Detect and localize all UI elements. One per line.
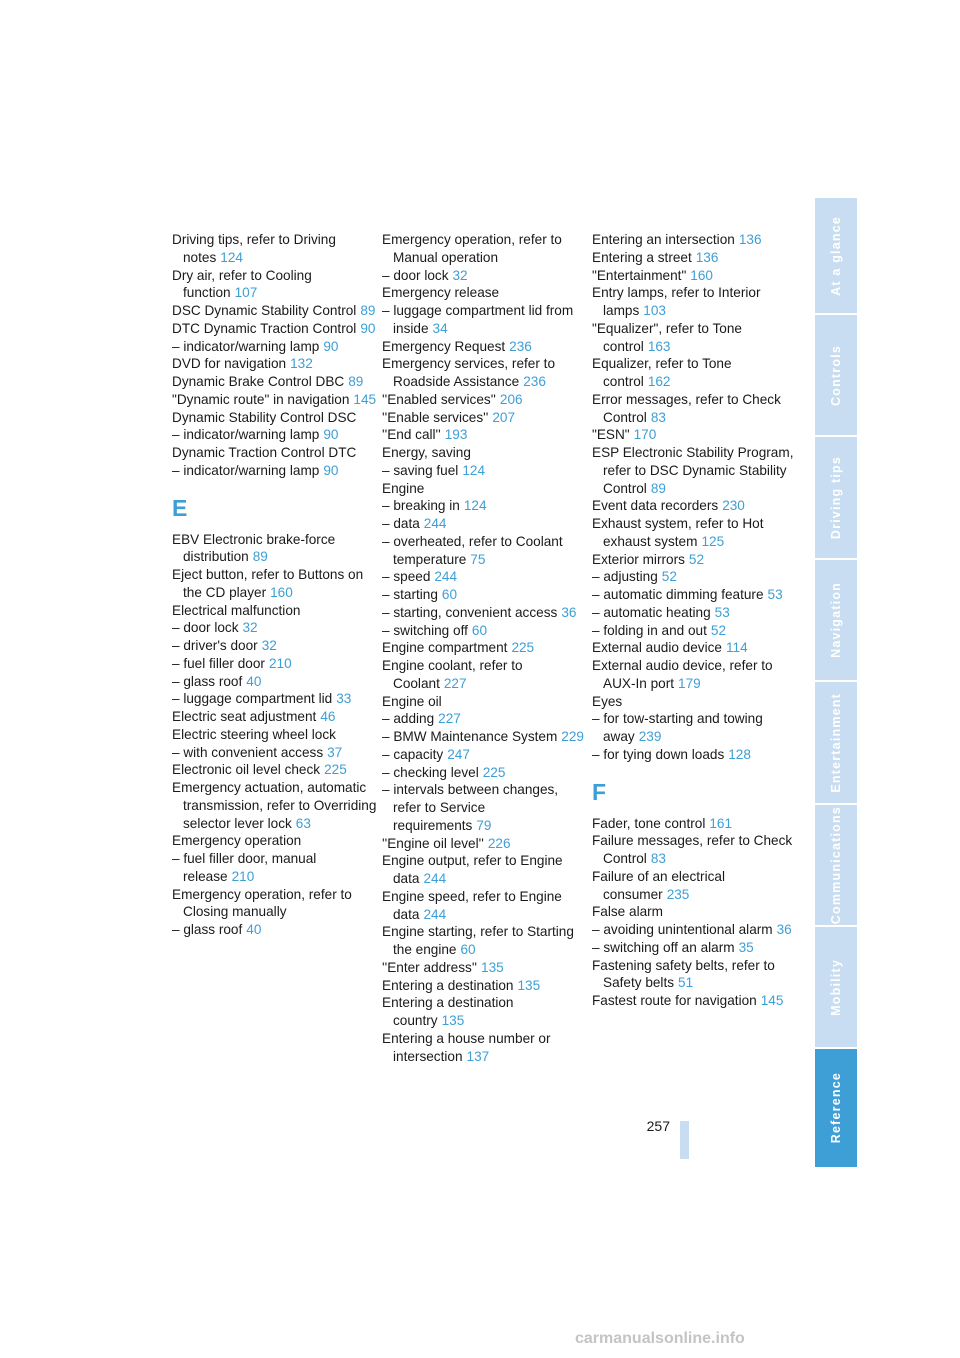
index-entry-text: – door lock — [172, 620, 239, 636]
index-entry-text: Electrical malfunction — [172, 602, 301, 618]
page-reference-link[interactable]: 40 — [246, 922, 262, 937]
index-entry-text: Emergency release — [382, 285, 500, 301]
page-reference-link[interactable]: 230 — [722, 498, 745, 514]
index-entry-text: – driver's door — [172, 638, 258, 653]
index-entry-text: – starting, convenient access — [382, 604, 558, 620]
page-reference-link[interactable]: 161 — [709, 815, 733, 831]
page-reference-link[interactable]: 225 — [482, 764, 506, 780]
index-entry — [592, 444, 797, 497]
page-reference-link[interactable]: 135 — [481, 959, 504, 975]
index-entry — [592, 992, 797, 1010]
page-reference-link[interactable]: 179 — [678, 675, 701, 691]
index-entry — [172, 391, 377, 409]
section-tabs — [815, 198, 857, 1169]
index-entry-text: – fuel filler door, manual release — [172, 851, 317, 884]
page-reference-link[interactable]: 60 — [441, 587, 458, 602]
index-entry — [172, 886, 377, 922]
index-entry-text: Entry lamps, refer to Interior lamps — [592, 285, 761, 318]
section-tab-at-a-glance[interactable] — [815, 198, 857, 313]
page-reference-link[interactable]: 210 — [268, 655, 292, 671]
index-entry-text: Entering a destination — [382, 977, 514, 993]
index-entry-text: Emergency services, refer to Roadside Assistance — [382, 356, 556, 389]
index-entry-text: – luggage compartment lid from inside — [382, 303, 574, 336]
page-reference-link[interactable]: 162 — [647, 374, 671, 389]
index-entry-text: – automatic heating — [592, 604, 711, 620]
index-entry — [592, 693, 797, 711]
index-entry-text: Engine compartment — [382, 640, 508, 656]
index-entry — [172, 619, 377, 637]
page-reference-link[interactable]: 35 — [738, 939, 754, 955]
index-entry — [382, 1030, 587, 1066]
index-entry — [382, 977, 587, 995]
page-reference-link[interactable]: 206 — [499, 391, 523, 407]
index-entry — [172, 531, 377, 567]
index-entry — [172, 302, 377, 320]
index-entry — [172, 409, 377, 427]
page-reference-link[interactable]: 90 — [360, 320, 376, 336]
index-entry-text: ESP Electronic Stability Program, refer to DSC Dynamic Stability Control — [592, 445, 794, 496]
page-reference-link[interactable]: 36 — [561, 604, 577, 620]
index-entry — [172, 444, 377, 462]
page-reference-link[interactable]: 136 — [695, 249, 719, 265]
index-entry-text: ''Enter address'' — [382, 959, 478, 975]
index-entry — [592, 426, 797, 444]
index-entry-text: – breaking in — [382, 498, 460, 514]
index-entry — [382, 302, 587, 338]
page-number-bar — [680, 1121, 689, 1159]
index-entry-text: Engine starting, refer to Starting the engine — [382, 924, 574, 957]
index-entry — [172, 355, 377, 373]
page-reference-link[interactable]: 51 — [678, 975, 694, 991]
index-entry — [592, 957, 797, 993]
index-entry-text: – switching off — [382, 622, 468, 638]
index-entry-text: "ESN" — [592, 427, 630, 443]
index-entry — [172, 231, 377, 267]
index-entry — [382, 480, 587, 498]
section-tab-label: Entertainment — [829, 692, 843, 793]
page-reference-link[interactable]: 36 — [776, 922, 792, 937]
index-entry-text: – with convenient access — [172, 744, 324, 760]
index-entry-text: Emergency operation, refer to Manual operation — [382, 232, 562, 265]
page-reference-link[interactable]: 124 — [462, 462, 486, 478]
page-reference-link[interactable]: 207 — [492, 409, 516, 425]
page-reference-link[interactable]: 226 — [487, 835, 511, 851]
index-entry-text: – intervals between changes, refer to Service requirements — [382, 782, 559, 833]
index-entry-text: – saving fuel — [382, 462, 459, 478]
index-entry — [382, 888, 587, 924]
index-entry-text: – door lock — [382, 267, 449, 283]
index-entry-text: – avoiding unintentional alarm — [592, 922, 773, 937]
index-entry — [382, 852, 587, 888]
index-entry-text: – indicator/warning lamp — [172, 338, 320, 354]
index-entry-text: – fuel filler door — [172, 655, 265, 671]
page-reference-link[interactable]: 90 — [323, 338, 339, 354]
index-entry-text: Entering a street — [592, 249, 692, 265]
index-entry — [172, 566, 377, 602]
index-entry — [382, 835, 587, 853]
index-entry-text: Dynamic Brake Control DBC — [172, 374, 345, 389]
index-entry-text: Dry air, refer to Cooling function — [172, 267, 312, 301]
index-entry — [592, 568, 797, 586]
index-entry-text: – speed — [382, 569, 431, 585]
page-reference-link[interactable]: 244 — [423, 516, 447, 531]
index-entry-text: – for tying down loads — [592, 746, 725, 762]
index-entry — [382, 515, 587, 533]
index-entry — [382, 781, 587, 834]
index-entry-text: Driving tips, refer to Driving notes — [172, 232, 336, 265]
page-reference-link[interactable]: 89 — [252, 549, 268, 565]
page-reference-link[interactable]: 75 — [470, 551, 486, 567]
index-entry-text: Engine speed, refer to Engine data — [382, 888, 562, 922]
index-entry-text: Engine output, refer to Engine data — [382, 853, 563, 886]
index-entry — [172, 338, 377, 356]
page-reference-link[interactable]: 236 — [523, 374, 546, 389]
section-tab-label: Navigation — [829, 582, 843, 658]
page-reference-link[interactable]: 239 — [638, 729, 662, 744]
index-entry — [382, 586, 587, 604]
page-reference-link[interactable]: 90 — [323, 427, 339, 443]
watermark: carmanualsonline.info — [575, 1330, 745, 1347]
page-reference-link[interactable]: 114 — [725, 640, 748, 656]
index-entry-text: Error messages, refer to Check Control — [592, 391, 781, 425]
page-reference-link[interactable]: 236 — [509, 338, 532, 354]
index-entry — [592, 746, 797, 764]
page-reference-link[interactable]: 145 — [353, 391, 377, 407]
page-reference-link[interactable]: 53 — [714, 604, 730, 620]
page-reference-link[interactable]: 33 — [336, 691, 352, 707]
page-reference-link[interactable]: 89 — [360, 303, 376, 318]
index-entry-text: – adding — [382, 711, 435, 727]
page-reference-link[interactable]: 244 — [423, 906, 447, 922]
index-entry-text: Entering a destination country — [382, 995, 514, 1028]
page-reference-link[interactable]: 83 — [650, 851, 666, 866]
index-entry — [172, 637, 377, 655]
index-entry — [172, 602, 377, 620]
page-reference-link[interactable]: 136 — [738, 232, 762, 247]
index-entry — [592, 391, 797, 427]
index-entry-text: – for tow-starting and towing away — [592, 711, 763, 744]
page-reference-link[interactable]: 79 — [476, 817, 492, 833]
page-reference-link[interactable]: 137 — [466, 1048, 490, 1064]
index-entry — [592, 710, 797, 746]
index-entry-text: "Entertainment" — [592, 267, 687, 283]
index-entry-text: – glass roof — [172, 922, 243, 937]
index-entry-text: – indicator/warning lamp — [172, 427, 320, 443]
page-reference-link[interactable]: 52 — [710, 622, 727, 638]
index-entry-text: Fastening safety belts, refer to Safety belts — [592, 957, 775, 991]
index-entry-text: Entering an intersection — [592, 232, 735, 247]
index-entry-text: Exhaust system, refer to Hot exhaust system — [592, 516, 764, 549]
page-reference-link[interactable]: 32 — [261, 638, 277, 653]
index-column-2 — [382, 231, 587, 1065]
index-entry-text: – data — [382, 516, 420, 531]
index-entry — [172, 761, 377, 779]
section-tab-label: Controls — [829, 344, 843, 406]
index-entry — [382, 639, 587, 657]
index-entry-text: Exterior mirrors — [592, 551, 685, 567]
index-entry — [382, 267, 587, 285]
index-entry — [382, 444, 587, 462]
index-entry-text: – luggage compartment lid — [172, 691, 333, 707]
index-entry-text: – glass roof — [172, 673, 243, 689]
index-entry-text: Entering a house number or intersection — [382, 1030, 551, 1064]
index-entry — [382, 533, 587, 569]
index-entry-text: – indicator/warning lamp — [172, 462, 320, 478]
page-reference-link[interactable]: 235 — [666, 886, 690, 902]
index-entry-text: Energy, saving — [382, 445, 471, 460]
index-entry-text: DVD for navigation — [172, 356, 287, 372]
index-entry — [172, 779, 377, 832]
section-tab-label: Communications — [829, 805, 843, 925]
index-entry-text: – BMW Maintenance System — [382, 729, 558, 744]
index-entry-text: ''Enabled services'' — [382, 391, 496, 407]
index-entry-text: Equalizer, refer to Tone control — [592, 356, 732, 389]
index-entry-text: ''End call'' — [382, 427, 441, 443]
index-entry — [382, 231, 587, 267]
index-entry — [592, 622, 797, 640]
page-reference-link[interactable]: 210 — [231, 868, 255, 884]
page-reference-link[interactable]: 89 — [348, 374, 364, 389]
page-reference-link[interactable]: 135 — [441, 1013, 465, 1028]
index-entry — [382, 497, 587, 515]
page-reference-link[interactable]: 60 — [460, 942, 476, 957]
index-entry-text: Electric seat adjustment — [172, 709, 317, 724]
index-entry — [172, 744, 377, 762]
section-tab-entertainment[interactable] — [815, 682, 857, 803]
index-entry — [172, 832, 377, 850]
index-entry-text: External audio device — [592, 640, 722, 656]
index-entry — [592, 921, 797, 939]
index-entry-text: – automatic dimming feature — [592, 587, 764, 602]
index-entry-text: Emergency operation, refer to Closing manually — [172, 886, 352, 920]
index-entry — [592, 355, 797, 391]
section-tab-controls[interactable] — [815, 315, 857, 435]
index-entry-text: "Dynamic route" in navigation — [172, 391, 350, 407]
index-entry-text: EBV Electronic brake-force distribution — [172, 531, 336, 565]
index-entry — [592, 903, 797, 921]
index-entry — [382, 462, 587, 480]
index-entry — [592, 868, 797, 904]
index-entry — [172, 673, 377, 691]
page-reference-link[interactable]: 52 — [688, 551, 705, 567]
page-reference-link[interactable]: 160 — [270, 584, 293, 600]
index-entry — [172, 655, 377, 673]
index-entry — [382, 693, 587, 711]
index-entry-text: Electronic oil level check — [172, 762, 321, 778]
page-reference-link[interactable]: 145 — [760, 993, 784, 1008]
index-entry — [382, 710, 587, 728]
page-reference-link[interactable]: 103 — [643, 303, 666, 318]
index-entry-text: Dynamic Traction Control DTC — [172, 445, 357, 460]
index-entry — [382, 622, 587, 640]
page-reference-link[interactable]: 125 — [701, 533, 725, 549]
index-entry — [382, 426, 587, 444]
index-entry-text: – starting — [382, 587, 438, 602]
index-entry-text: Failure messages, refer to Check Control — [592, 833, 793, 866]
index-entry — [172, 267, 377, 303]
index-entry — [382, 355, 587, 391]
page-reference-link[interactable]: 53 — [767, 587, 783, 602]
index-entry — [172, 426, 377, 444]
index-entry — [592, 815, 797, 833]
index-entry — [592, 832, 797, 868]
section-tab-label: At a glance — [829, 215, 843, 296]
index-entry — [382, 959, 587, 977]
index-entry — [172, 708, 377, 726]
index-entry-text: ''Engine oil level'' — [382, 835, 484, 851]
index-column-3 — [592, 231, 797, 1010]
index-entry — [382, 568, 587, 586]
index-entry — [592, 586, 797, 604]
page-reference-link[interactable]: 244 — [434, 569, 458, 585]
page-reference-link[interactable]: 170 — [633, 427, 657, 443]
index-entry — [382, 391, 587, 409]
index-entry-text: DSC Dynamic Stability Control — [172, 303, 357, 318]
index-entry-text: Engine coolant, refer to Coolant — [382, 658, 523, 691]
section-tab-label: Reference — [829, 1072, 843, 1144]
index-entry — [382, 604, 587, 622]
index-entry — [592, 249, 797, 267]
page-reference-link[interactable]: 225 — [324, 762, 347, 778]
page-reference-link[interactable]: 163 — [647, 338, 671, 354]
page-reference-link[interactable]: 60 — [471, 622, 488, 638]
index-letter-heading: F — [592, 778, 607, 805]
index-entry — [172, 690, 377, 708]
page-reference-link[interactable]: 132 — [290, 356, 313, 372]
index-entry — [592, 939, 797, 957]
section-tab-reference[interactable] — [815, 1049, 857, 1167]
index-entry-text: Eyes — [592, 693, 623, 709]
section-tab-driving-tips[interactable] — [815, 437, 857, 558]
index-entry — [382, 728, 587, 746]
page-reference-link[interactable]: 90 — [323, 462, 339, 478]
index-entry — [382, 746, 587, 764]
page-reference-link[interactable]: 107 — [234, 285, 258, 301]
index-column-1 — [172, 231, 377, 939]
index-entry — [382, 409, 587, 427]
index-entry — [172, 921, 377, 939]
index-entry-text: Engine — [382, 480, 425, 496]
index-entry — [172, 850, 377, 886]
index-entry — [172, 373, 377, 391]
page-reference-link[interactable]: 32 — [242, 620, 258, 636]
index-entry — [382, 657, 587, 693]
page-reference-link[interactable]: 124 — [463, 498, 487, 514]
page-reference-link[interactable]: 160 — [690, 267, 713, 283]
index-entry — [592, 267, 797, 285]
page-reference-link[interactable]: 34 — [432, 320, 448, 336]
index-entry-text: Emergency Request — [382, 338, 506, 354]
index-entry-text: DTC Dynamic Traction Control — [172, 320, 357, 336]
index-letter-heading: E — [172, 494, 188, 521]
index-entry-text: Emergency operation — [172, 833, 302, 849]
page-reference-link[interactable]: 32 — [452, 267, 468, 283]
index-entry-text: "Equalizer", refer to Tone control — [592, 320, 742, 354]
index-entry-text: Electric steering wheel lock — [172, 726, 336, 742]
page-reference-link[interactable]: 63 — [295, 815, 311, 831]
index-entry — [172, 726, 377, 744]
page-reference-link[interactable]: 229 — [561, 729, 584, 744]
index-entry — [592, 497, 797, 515]
index-entry-text: Fader, tone control — [592, 815, 706, 831]
page-reference-link[interactable]: 193 — [444, 427, 468, 443]
index-entry-text: Dynamic Stability Control DSC — [172, 409, 357, 425]
page-reference-link[interactable]: 247 — [447, 746, 470, 762]
index-entry-text: – switching off an alarm — [592, 939, 735, 955]
index-entry — [382, 923, 587, 959]
index-entry-text: External audio device, refer to AUX-In port — [592, 658, 773, 691]
index-entry — [382, 764, 587, 782]
index-entry — [382, 338, 587, 356]
index-entry — [172, 320, 377, 338]
page-reference-link[interactable]: 124 — [220, 249, 243, 265]
page-reference-link[interactable]: 227 — [438, 711, 461, 727]
index-entry — [592, 657, 797, 693]
index-entry — [172, 462, 377, 480]
page-reference-link[interactable]: 128 — [728, 746, 751, 762]
page-number: 257 — [646, 1118, 670, 1134]
section-tab-label: Driving tips — [829, 455, 843, 540]
section-tab-communications[interactable] — [815, 805, 857, 925]
index-entry — [592, 231, 797, 249]
page-reference-link[interactable]: 135 — [517, 977, 541, 993]
index-entry-text: Eject button, refer to Buttons on the CD player — [172, 567, 364, 600]
index-entry-text: – adjusting — [592, 569, 658, 585]
index-entry-text: – checking level — [382, 764, 479, 780]
index-entry-text: ''Enable services'' — [382, 409, 489, 425]
index-entry-text: Emergency actuation, automatic transmission, refer to Overriding selector lever lock — [172, 780, 377, 831]
index-entry — [592, 604, 797, 622]
index-entry — [382, 994, 587, 1030]
index-entry-text: – folding in and out — [592, 622, 707, 638]
page-reference-link[interactable]: 227 — [443, 675, 467, 691]
page-reference-link[interactable]: 244 — [423, 871, 447, 886]
section-tab-label: Mobility — [829, 958, 843, 1016]
section-tab-mobility[interactable] — [815, 927, 857, 1047]
page-reference-link[interactable]: 225 — [511, 640, 535, 656]
section-tab-navigation[interactable] — [815, 560, 857, 680]
index-entry — [592, 551, 797, 569]
index-entry-text: Event data recorders — [592, 498, 719, 514]
page-reference-link[interactable]: 46 — [320, 709, 336, 724]
index-entry — [592, 639, 797, 657]
page-reference-link[interactable]: 83 — [650, 409, 666, 425]
index-entry — [592, 320, 797, 356]
index-entry — [592, 515, 797, 551]
index-entry-text: Engine oil — [382, 693, 442, 709]
page-reference-link[interactable]: 89 — [650, 480, 666, 496]
page-reference-link[interactable]: 52 — [661, 569, 677, 585]
index-entry — [382, 284, 587, 302]
index-entry-text: Fastest route for navigation — [592, 993, 757, 1008]
page-reference-link[interactable]: 37 — [327, 744, 343, 760]
index-entry-text: – overheated, refer to Coolant temperature — [382, 533, 563, 567]
index-entry-text: – capacity — [382, 746, 444, 762]
index-entry — [592, 284, 797, 320]
index-entry-text: Failure of an electrical consumer — [592, 868, 725, 902]
index-entry-text: False alarm — [592, 904, 664, 920]
page-reference-link[interactable]: 40 — [246, 673, 262, 689]
